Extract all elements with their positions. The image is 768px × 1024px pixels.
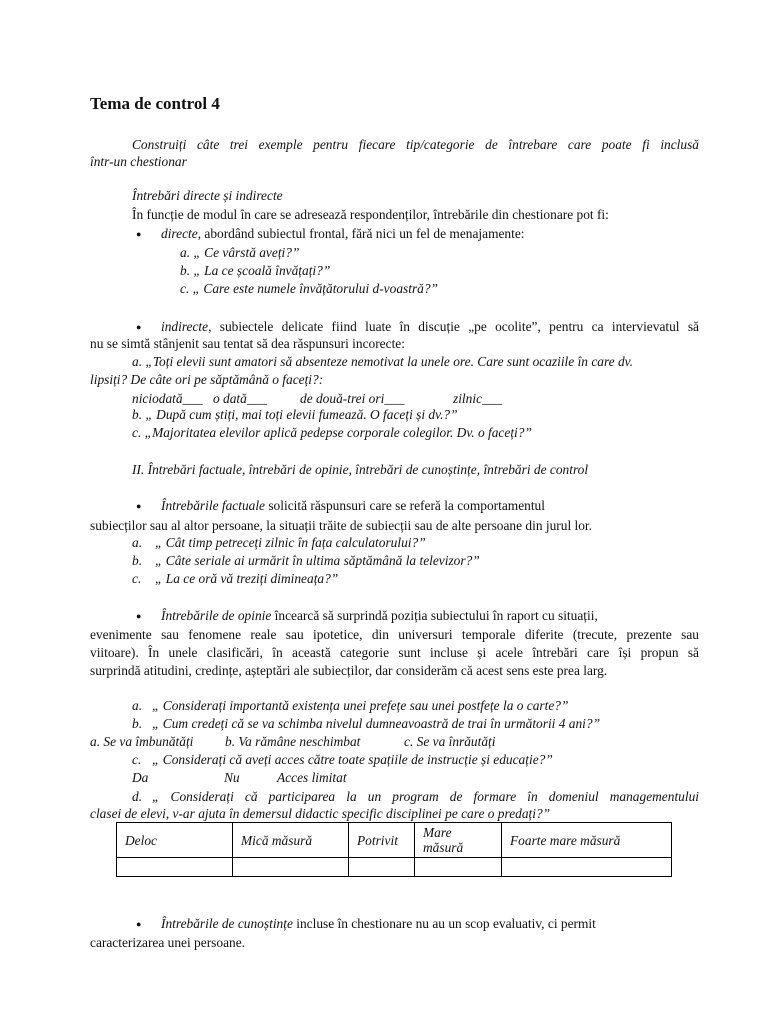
opinion-letter-c: c. [132, 752, 142, 767]
opinion-example-a: „ Considerați importantă existența unei prefețe sau unei postfețe la o carte?” [152, 698, 569, 713]
factual-letter-c: c. [132, 571, 142, 586]
factual-letter-a: a. [132, 535, 143, 550]
scale-header-mica-masura: Mică măsură [233, 823, 349, 858]
opinion-example-d-line-1: „ Considerați că participarea la un program de formare în domeniul managementului [152, 789, 699, 804]
opinion-b-option-c: c. Se va înrăutăți [404, 734, 496, 749]
direct-example-c: c. „ Care este numele învățătorului d-voastră?” [180, 281, 438, 296]
factual-example-b: „ Câte seriale ai urmărit în ultima săptămână la televizor?” [155, 553, 480, 568]
section-lead: În funcție de modul în care se adresează respondenților, întrebările din chestionare pot fi: [132, 207, 609, 222]
indirect-example-a-line-1: a. „Toți elevii sunt amatori să absenteze nemotivat la unele ore. Care sunt ocaziile în care dv. [132, 354, 633, 369]
scale-cell-mare-masura [415, 858, 502, 877]
opinion-example-d-line-2: clasei de elevi, v-ar ajuta în demersul didactic specific disciplinei pe care o predați?” [90, 806, 551, 821]
opinion-b-option-b: b. Va rămâne neschimbat [225, 734, 361, 749]
answer-option-zilnic: zilnic___ [453, 391, 503, 406]
opinion-desc: încearcă să surprindă poziția subiectului în raport cu situații, [271, 608, 598, 623]
scale-cell-potrivit [349, 858, 415, 877]
opinion-b-option-a: a. Se va îmbunătăți [90, 734, 194, 749]
direct-item [161, 225, 525, 243]
knowledge-term: Întrebările de cunoștințe [161, 916, 293, 931]
intro-line-2: într-un chestionar [90, 154, 187, 169]
factual-term: Întrebările factuale [161, 498, 265, 513]
opinion-letter-b: b. [132, 716, 143, 731]
indirect-line-2: nu se simtă stânjenit sau tentat să dea răspunsuri incorecte: [90, 336, 405, 351]
bullet-icon: ● [136, 919, 142, 929]
scale-cell-mica-masura [233, 858, 349, 877]
factual-desc: solicită răspunsuri care se referă la comportamentul [265, 498, 545, 513]
factual-line-2: subiecților sau al altor persoane, la situații trăite de subiecții sau de alte persoane din jurul lor. [90, 518, 592, 533]
indirect-line-1 [161, 318, 699, 336]
answer-option-doua-trei: de două-trei ori___ [300, 391, 405, 406]
opinion-c-option-da: Da [132, 770, 149, 785]
factual-example-a: „ Cât timp petreceți zilnic în fața calculatorului?” [155, 535, 426, 550]
factual-line-1 [161, 497, 545, 515]
direct-term: directe [161, 226, 198, 241]
indirect-term: indirecte [161, 319, 209, 334]
intro-line-1: Construiți câte trei exemple pentru fiecare tip/categorie de întrebare care poate fi inclusă [132, 137, 699, 152]
scale-header-mare-masura: Mare măsură [415, 823, 502, 858]
scale-cell-deloc [117, 858, 233, 877]
page-title: Tema de control 4 [90, 94, 220, 113]
opinion-line-4: surprindă atitudini, credințe, așteptări ale subiecților, dar considerăm că acest sens este prea larg. [90, 663, 608, 678]
section-heading-direct-indirect: Întrebări directe și indirecte [132, 188, 283, 203]
opinion-letter-a: a. [132, 698, 143, 713]
opinion-c-option-acces-limitat: Acces limitat [277, 770, 347, 785]
factual-letter-b: b. [132, 553, 143, 568]
opinion-example-c: „ Considerați că aveți acces către toate spațiile de instrucție și educație?” [152, 752, 553, 767]
indirect-example-c: c. „Majoritatea elevilor aplică pedepse corporale colegilor. Dv. o faceți?” [132, 425, 532, 440]
indirect-desc: , subiectele delicate fiind luate în discuție „pe ocolite”, pentru ca intervievatul să [208, 319, 699, 334]
answer-option-niciodata: niciodată___ [132, 391, 203, 406]
scale-cell-foarte-mare-masura [502, 858, 672, 877]
scale-header-deloc: Deloc [117, 823, 233, 858]
bullet-icon: ● [136, 501, 142, 511]
knowledge-line-2: caracterizarea unei persoane. [90, 935, 245, 950]
indirect-example-a-line-2: lipsiți? De câte ori pe săptămână o faceți?: [90, 372, 324, 387]
opinion-c-option-nu: Nu [224, 770, 240, 785]
opinion-line-2: evenimente sau fenomene reale sau ipotetice, din universuri temporale diferite (trecute, prezente sau [90, 627, 699, 642]
direct-example-b: b. „ La ce școală învățați?” [180, 263, 331, 278]
indirect-example-b: b. „ După cum știți, mai toți elevii fumează. O faceți și dv.?” [132, 407, 458, 422]
knowledge-desc: incluse în chestionare nu au un scop evaluativ, ci permit [292, 916, 596, 931]
opinion-line-3: viitoare). În unele clasificări, în această categorie sunt incluse și acele întrebări care își propun să [90, 645, 699, 660]
answer-option-o-data: o dată___ [213, 391, 267, 406]
section-heading-factual: II. Întrebări factuale, întrebări de opinie, întrebări de cunoștințe, întrebări de control [132, 462, 589, 477]
bullet-icon: ● [136, 229, 142, 239]
bullet-icon: ● [136, 611, 142, 621]
opinion-line-1 [161, 607, 598, 625]
direct-desc: , abordând subiectul frontal, fără nici un fel de menajamente: [197, 226, 525, 241]
scale-header-potrivit: Potrivit [349, 823, 415, 858]
knowledge-line-1 [161, 915, 596, 933]
opinion-term: Întrebările de opinie [161, 608, 272, 623]
rating-scale-table [116, 822, 672, 877]
opinion-letter-d: d. [132, 789, 143, 804]
direct-example-a: a. „ Ce vârstă aveți?” [180, 245, 300, 260]
scale-header-foarte-mare-masura: Foarte mare măsură [502, 823, 672, 858]
factual-example-c: „ La ce oră vă treziți dimineața?” [155, 571, 339, 586]
opinion-example-b: „ Cum credeți că se va schimba nivelul dumneavoastră de trai în următorii 4 ani?” [152, 716, 601, 731]
bullet-icon: ● [136, 322, 142, 332]
